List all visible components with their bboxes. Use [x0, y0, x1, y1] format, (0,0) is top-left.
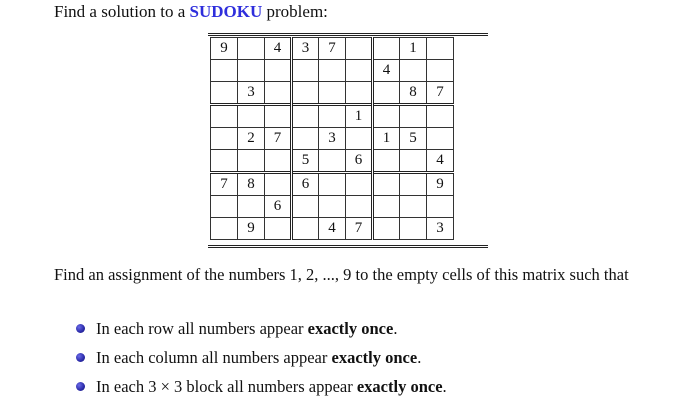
sudoku-cell-empty — [211, 105, 238, 128]
sudoku-cell-given: 1 — [373, 128, 400, 150]
rule-item — [76, 343, 447, 372]
sudoku-cell-given: 4 — [427, 150, 454, 173]
rule-end: . — [442, 377, 447, 396]
sudoku-row — [211, 218, 454, 240]
rule-end: . — [417, 348, 422, 367]
sudoku-cell-empty — [400, 60, 427, 82]
sudoku-cell-empty — [427, 60, 454, 82]
sudoku-row — [211, 38, 454, 60]
sudoku-cell-given: 7 — [265, 128, 292, 150]
sudoku-cell-empty — [319, 105, 346, 128]
sudoku-cell-empty — [319, 173, 346, 196]
sudoku-cell-empty — [373, 218, 400, 240]
sudoku-cell-empty — [211, 82, 238, 105]
sudoku-grid — [210, 37, 454, 240]
sudoku-row — [211, 173, 454, 196]
sudoku-cell-given: 3 — [292, 38, 319, 60]
sudoku-cell-empty — [292, 128, 319, 150]
sudoku-cell-given: 9 — [427, 173, 454, 196]
sudoku-cell-given: 5 — [292, 150, 319, 173]
sudoku-cell-given: 5 — [400, 128, 427, 150]
sudoku-cell-empty — [265, 105, 292, 128]
sudoku-cell-given: 3 — [319, 128, 346, 150]
rule-emphasis: exactly once — [331, 348, 418, 367]
rule-emphasis: exactly once — [356, 377, 443, 396]
sudoku-cell-empty — [292, 218, 319, 240]
sudoku-cell-empty — [292, 105, 319, 128]
title-brand: SUDOKU — [189, 2, 263, 21]
sudoku-cell-empty — [346, 60, 373, 82]
sudoku-cell-given: 8 — [400, 82, 427, 105]
sudoku-cell-empty — [265, 173, 292, 196]
sudoku-row — [211, 60, 454, 82]
page-title — [54, 2, 328, 22]
sudoku-cell-empty — [211, 128, 238, 150]
sudoku-cell-empty — [319, 196, 346, 218]
sudoku-row — [211, 150, 454, 173]
sudoku-cell-empty — [238, 196, 265, 218]
sudoku-cell-empty — [400, 196, 427, 218]
sudoku-cell-empty — [427, 128, 454, 150]
rules-list — [76, 314, 447, 401]
sudoku-cell-empty — [373, 150, 400, 173]
sudoku-cell-empty — [238, 105, 265, 128]
rule-emphasis: exactly once — [307, 319, 394, 338]
sudoku-row — [211, 196, 454, 218]
sudoku-cell-given: 7 — [211, 173, 238, 196]
sudoku-cell-given: 6 — [265, 196, 292, 218]
sudoku-cell-empty — [292, 82, 319, 105]
sudoku-cell-empty — [265, 218, 292, 240]
sudoku-cell-empty — [292, 196, 319, 218]
rule-text: In each column all numbers appear — [96, 348, 332, 367]
sudoku-cell-empty — [265, 150, 292, 173]
sudoku-cell-empty — [265, 82, 292, 105]
sudoku-row — [211, 105, 454, 128]
sudoku-cell-given: 7 — [319, 38, 346, 60]
rule-end: . — [393, 319, 398, 338]
bullet-icon — [76, 382, 85, 391]
sudoku-cell-empty — [265, 60, 292, 82]
sudoku-cell-empty — [346, 128, 373, 150]
sudoku-cell-empty — [373, 105, 400, 128]
sudoku-cell-given: 1 — [400, 38, 427, 60]
rule-text: In each 3 × 3 block all numbers appear — [96, 377, 357, 396]
rule-item — [76, 372, 447, 401]
sudoku-cell-empty — [400, 105, 427, 128]
sudoku-cell-empty — [400, 150, 427, 173]
sudoku-cell-empty — [373, 173, 400, 196]
sudoku-row — [211, 128, 454, 150]
sudoku-cell-empty — [346, 38, 373, 60]
sudoku-cell-empty — [373, 82, 400, 105]
title-suffix: problem: — [266, 2, 328, 21]
sudoku-cell-given: 6 — [346, 150, 373, 173]
sudoku-cell-empty — [238, 150, 265, 173]
sudoku-cell-empty — [238, 38, 265, 60]
sudoku-cell-empty — [427, 196, 454, 218]
rule-text: In each row all numbers appear — [96, 319, 308, 338]
sudoku-cell-empty — [211, 150, 238, 173]
bullet-icon — [76, 353, 85, 362]
sudoku-cell-empty — [292, 60, 319, 82]
rule-item — [76, 314, 447, 343]
sudoku-cell-given: 6 — [292, 173, 319, 196]
sudoku-cell-given: 4 — [319, 218, 346, 240]
sudoku-cell-given: 9 — [238, 218, 265, 240]
sudoku-cell-empty — [346, 173, 373, 196]
sudoku-cell-empty — [319, 60, 346, 82]
sudoku-cell-given: 3 — [238, 82, 265, 105]
title-prefix: Find a solution to a — [54, 2, 186, 21]
sudoku-cell-empty — [319, 82, 346, 105]
sudoku-cell-empty — [211, 218, 238, 240]
sudoku-cell-empty — [400, 173, 427, 196]
sudoku-cell-empty — [211, 60, 238, 82]
sudoku-cell-given: 1 — [346, 105, 373, 128]
sudoku-cell-given: 9 — [211, 38, 238, 60]
sudoku-cell-empty — [400, 218, 427, 240]
sudoku-cell-given: 3 — [427, 218, 454, 240]
sudoku-cell-given: 7 — [346, 218, 373, 240]
sudoku-cell-empty — [373, 38, 400, 60]
sudoku-row — [211, 82, 454, 105]
sudoku-cell-empty — [238, 60, 265, 82]
sudoku-cell-empty — [346, 82, 373, 105]
sudoku-cell-given: 8 — [238, 173, 265, 196]
sudoku-cell-empty — [373, 196, 400, 218]
sudoku-cell-given: 7 — [427, 82, 454, 105]
instruction-paragraph: Find an assignment of the numbers 1, 2, ..., 9 to the empty cells of this matrix such that — [54, 265, 629, 284]
sudoku-cell-given: 4 — [265, 38, 292, 60]
bullet-icon — [76, 324, 85, 333]
sudoku-cell-given: 4 — [373, 60, 400, 82]
sudoku-cell-empty — [346, 196, 373, 218]
sudoku-cell-empty — [319, 150, 346, 173]
sudoku-cell-empty — [427, 38, 454, 60]
sudoku-cell-empty — [211, 196, 238, 218]
sudoku-cell-given: 2 — [238, 128, 265, 150]
sudoku-cell-empty — [427, 105, 454, 128]
